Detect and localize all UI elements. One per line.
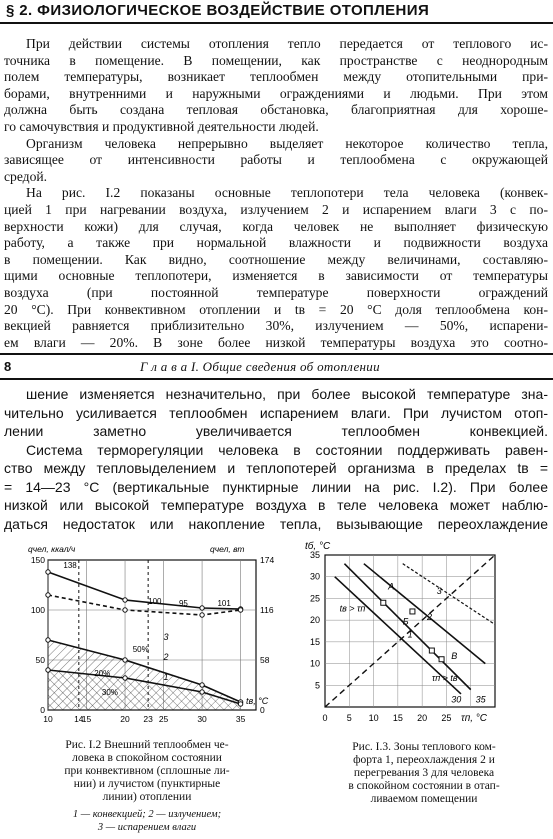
- text-line: ство между тепловыделением и теплопотерей организма в пределах tв =: [4, 460, 548, 476]
- x-axis-label: τп, °С: [461, 713, 488, 724]
- region-label: 30: [451, 694, 462, 705]
- x-tick-label: 30: [197, 714, 207, 724]
- right-axis-label: qчел, вт: [210, 544, 245, 554]
- text-line: щими основные теплопотери, изменяется в зависимости от температуры: [4, 268, 548, 284]
- right-tick-label: 174: [260, 555, 275, 565]
- x-tick-label: 20: [120, 714, 130, 724]
- x-tick-label: 10: [43, 714, 53, 724]
- left-tick-label: 100: [30, 605, 45, 615]
- text-line: Система терморегуляции человека в состоянии поддерживать равен-: [26, 441, 548, 458]
- text-line: Организм человека непрерывно выделяет некоторое количество тепла,: [26, 135, 548, 151]
- point-label: В: [451, 651, 458, 662]
- curve-label: 95: [178, 599, 188, 608]
- text-line: го самочувствия и продуктивной деятельности людей.: [4, 119, 319, 134]
- text-line: цией 1 при нагревании воздуха, излучением 2 и испарением влаги 3 с по-: [4, 202, 548, 217]
- figure-1-3-caption: [300, 741, 548, 806]
- fig12-cap-line: нии) и лучистом (пунктирные: [73, 778, 221, 790]
- data-point: [123, 658, 127, 662]
- x-tick-label: 15: [392, 713, 403, 723]
- text-line: 20 °С). При конвективном отоплении и tв = 20 °С доля теплообмена кон-: [4, 301, 548, 317]
- y-tick-label: 30: [309, 571, 320, 582]
- text-line: ем влаги — 20%. В зоне более низкой температуры воздуха это соотно-: [4, 334, 548, 350]
- y-tick-label: 35: [309, 550, 320, 560]
- data-point: [46, 638, 50, 642]
- text-line: чительно усиливается теплообмен испарением влаги. При лучистом отоп-: [4, 404, 548, 421]
- fig13-cap-line: перегревания 3 для человека: [353, 767, 495, 779]
- x-tick-label: 23: [143, 714, 153, 724]
- x-tick-label: 14: [74, 714, 84, 724]
- x-tick-label: 25: [441, 713, 452, 723]
- series-line: [48, 595, 241, 615]
- left-tick-label: 50: [35, 655, 45, 665]
- fig12-cap-line: линии) отоплении: [102, 791, 192, 803]
- marker-point: [429, 648, 434, 653]
- data-point: [238, 608, 242, 612]
- series-line: [48, 572, 241, 609]
- x-tick-label: 0: [322, 713, 328, 723]
- y-tick-label: 15: [309, 636, 320, 647]
- region-label: tв > τп: [339, 603, 366, 614]
- fig12-cap-line: Рис. I.2 Внешний теплообмен че-: [65, 739, 229, 751]
- left-tick-label: 150: [30, 555, 45, 565]
- text-line: шение изменяется незначительно, при более высокой температуре зна-: [26, 386, 548, 402]
- data-point: [200, 690, 204, 694]
- marker-point: [381, 600, 386, 605]
- text-line: должна быть создана тепловая обстановка, благоприятная для хороше-: [4, 102, 548, 118]
- left-tick-label: 0: [40, 705, 45, 715]
- data-point: [200, 606, 204, 610]
- curve-label: 101: [217, 599, 231, 608]
- marker-point: [439, 657, 444, 662]
- figure-1-2-caption: [24, 739, 270, 834]
- text-line: зависящее от интенсивности работы и теплообмена с окружающей: [4, 152, 548, 168]
- curve-label: 50%: [132, 645, 149, 654]
- heading-rule: [0, 22, 553, 24]
- zone-label: 3: [436, 586, 442, 597]
- text-line: точника в помещение. В помещении, как пространстве с неоднородным: [4, 52, 548, 68]
- x-tick-label: 10: [368, 713, 379, 723]
- running-head-rule: [0, 378, 553, 380]
- curve-label: 100: [148, 597, 162, 606]
- fig12-legend-line: 3 — испарением влаги: [97, 822, 197, 833]
- curve-number: 1: [163, 672, 169, 682]
- fig13-cap-line: в спокойном состоянии в отап-: [348, 780, 500, 792]
- text-line: в помещении. Как видно, соотношение между величинами, составляю-: [4, 251, 548, 267]
- section-heading: § 2. ФИЗИОЛОГИЧЕСКОЕ ВОЗДЕЙСТВИЕ ОТОПЛЕНИЯ: [6, 2, 430, 19]
- fig12-cap-line: при конвективном (сплошные ли-: [64, 765, 230, 777]
- data-point: [123, 676, 127, 680]
- text-line: воздуха (при постоянной температуре поверхности ограждений: [4, 285, 548, 300]
- fig13-cap-line: форта 1, переохлаждения 2 и: [353, 754, 495, 766]
- right-tick-label: 0: [260, 705, 265, 715]
- left-axis-label: qчел, ккал/ч: [28, 544, 76, 554]
- data-point: [46, 668, 50, 672]
- point-label: A: [388, 581, 395, 592]
- curve-label: 30%: [101, 688, 118, 697]
- text-line: даться недостаток или накопление тепла, вызывающие переохлаждение: [4, 515, 548, 532]
- text-line: При действии системы отопления тепло передается от теплового ис-: [26, 36, 548, 51]
- point-label: Б: [402, 616, 409, 627]
- chapter-title: Г л а в а I. Общие сведения об отоплении: [140, 359, 380, 374]
- figure-1-2-chart: [20, 540, 290, 735]
- text-line: лении заметно увеличивается теплообмен конвекцией.: [4, 423, 548, 439]
- region-label: τп > tв: [431, 672, 458, 683]
- text-line: полем температуры, возникает теплообмен между отопительными при-: [4, 69, 548, 85]
- text-line: борами, внутренними и наружными ограждениями и людьми. При этом: [4, 85, 548, 101]
- x-tick-label: 25: [158, 714, 169, 724]
- curve-number: 3: [163, 632, 169, 642]
- zone-label: 1: [407, 629, 413, 640]
- marker-point: [410, 609, 415, 614]
- running-head: [0, 357, 553, 377]
- curve-number: 2: [163, 652, 169, 662]
- right-tick-label: 116: [260, 605, 274, 615]
- data-point: [200, 683, 204, 687]
- fig13-cap-line: Рис. I.3. Зоны теплового ком-: [352, 741, 496, 753]
- x-tick-label: 35: [235, 714, 246, 724]
- y-tick-label: 5: [314, 680, 320, 691]
- page-number: 8: [4, 359, 12, 374]
- page-bottom-rule: [0, 353, 553, 355]
- text-line: средой.: [4, 168, 48, 184]
- x-tick-label: 15: [81, 714, 92, 724]
- y-axis-label: tб, °С: [305, 541, 331, 552]
- x-tick-label: 5: [346, 713, 352, 723]
- text-line: низкой или высокой температуре воздуха в теле человека может наблю-: [4, 497, 548, 513]
- curve-label: 138: [63, 561, 77, 570]
- fig12-cap-line: ловека в спокойном состоянии: [72, 752, 222, 764]
- x-tick-label: 20: [417, 713, 428, 723]
- curve-label: 20%: [94, 669, 111, 678]
- data-point: [46, 593, 50, 597]
- zone-boundary: [403, 564, 495, 625]
- zone-boundary: [344, 564, 470, 690]
- text-line: векцией равняется приблизительно 30%, излучением — 50%, испарени-: [4, 318, 548, 334]
- y-tick-label: 25: [309, 593, 320, 604]
- data-point: [200, 613, 204, 617]
- zone-label: 2: [427, 612, 433, 623]
- y-tick-label: 10: [309, 658, 320, 669]
- text-line: работу, а также при нормальной влажности и подвижности воздуха: [4, 235, 548, 251]
- figure-1-3-chart: [295, 535, 550, 735]
- data-point: [238, 702, 242, 706]
- fig12-legend-line: 1 — конвекцией; 2 — излучением;: [72, 809, 222, 820]
- region-label: 35: [475, 694, 486, 705]
- data-point: [46, 570, 50, 574]
- text-line: верхности кожи) для случая, когда человек не выполняет физическую: [4, 218, 548, 234]
- y-tick-label: 20: [309, 615, 320, 626]
- x-axis-label: tв, °С: [246, 696, 269, 706]
- text-line: На рис. I.2 показаны основные теплопотери тела человека (конвек-: [26, 185, 548, 201]
- data-point: [123, 598, 127, 602]
- text-line: = 14—23 °С (вертикальные пунктирные линии на рис. I.2). При более: [4, 478, 548, 495]
- right-tick-label: 58: [260, 655, 270, 665]
- data-point: [123, 608, 127, 612]
- fig13-cap-line: ливаемом помещении: [370, 793, 478, 805]
